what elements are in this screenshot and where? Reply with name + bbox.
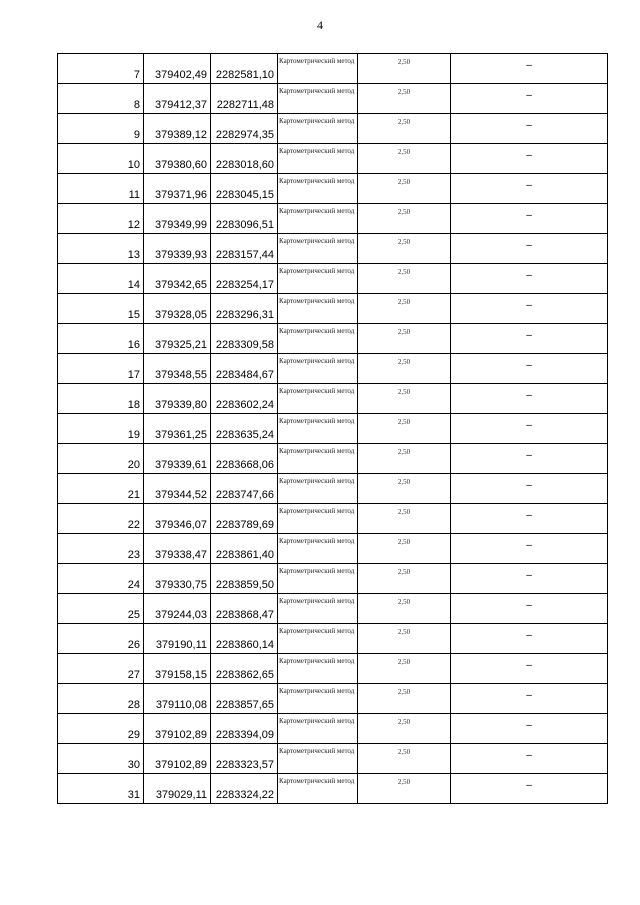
- empty-value-dash: –: [451, 714, 608, 744]
- y-coordinate: 2283862,65: [211, 654, 278, 684]
- determination-method: Картометрический метод: [278, 744, 358, 774]
- empty-value-dash: –: [451, 624, 608, 654]
- x-coordinate: 379371,96: [144, 174, 211, 204]
- y-coordinate: 2283859,50: [211, 564, 278, 594]
- accuracy-value: 2,50: [358, 384, 451, 414]
- y-coordinate: 2283635,24: [211, 414, 278, 444]
- table-row: [58, 204, 608, 234]
- table-row: [58, 474, 608, 504]
- point-number: 28: [58, 684, 144, 714]
- point-number: 26: [58, 624, 144, 654]
- x-coordinate: 379339,61: [144, 444, 211, 474]
- point-number: 27: [58, 654, 144, 684]
- empty-value-dash: –: [451, 84, 608, 114]
- determination-method: Картометрический метод: [278, 684, 358, 714]
- point-number: 12: [58, 204, 144, 234]
- table-row: [58, 774, 608, 804]
- table-row: [58, 444, 608, 474]
- accuracy-value: 2,50: [358, 294, 451, 324]
- y-coordinate: 2283668,06: [211, 444, 278, 474]
- accuracy-value: 2,50: [358, 204, 451, 234]
- point-number: 23: [58, 534, 144, 564]
- page-number: 4: [317, 18, 323, 32]
- empty-value-dash: –: [451, 234, 608, 264]
- accuracy-value: 2,50: [358, 774, 451, 804]
- point-number: 24: [58, 564, 144, 594]
- y-coordinate: 2283868,47: [211, 594, 278, 624]
- table-row: [58, 564, 608, 594]
- point-number: 16: [58, 324, 144, 354]
- determination-method: Картометрический метод: [278, 264, 358, 294]
- x-coordinate: 379102,89: [144, 714, 211, 744]
- table-row: [58, 624, 608, 654]
- x-coordinate: 379325,21: [144, 324, 211, 354]
- determination-method: Картометрический метод: [278, 354, 358, 384]
- table-row: [58, 504, 608, 534]
- determination-method: Картометрический метод: [278, 84, 358, 114]
- point-number: 13: [58, 234, 144, 264]
- y-coordinate: 2283857,65: [211, 684, 278, 714]
- accuracy-value: 2,50: [358, 744, 451, 774]
- empty-value-dash: –: [451, 594, 608, 624]
- accuracy-value: 2,50: [358, 354, 451, 384]
- empty-value-dash: –: [451, 684, 608, 714]
- accuracy-value: 2,50: [358, 414, 451, 444]
- y-coordinate: 2283860,14: [211, 624, 278, 654]
- point-number: 14: [58, 264, 144, 294]
- empty-value-dash: –: [451, 504, 608, 534]
- determination-method: Картометрический метод: [278, 174, 358, 204]
- y-coordinate: 2283296,31: [211, 294, 278, 324]
- point-number: 8: [58, 84, 144, 114]
- determination-method: Картометрический метод: [278, 444, 358, 474]
- x-coordinate: 379412,37: [144, 84, 211, 114]
- point-number: 22: [58, 504, 144, 534]
- y-coordinate: 2283045,15: [211, 174, 278, 204]
- determination-method: Картометрический метод: [278, 234, 358, 264]
- determination-method: Картометрический метод: [278, 114, 358, 144]
- table-row: [58, 414, 608, 444]
- empty-value-dash: –: [451, 204, 608, 234]
- x-coordinate: 379102,89: [144, 744, 211, 774]
- empty-value-dash: –: [451, 294, 608, 324]
- empty-value-dash: –: [451, 444, 608, 474]
- table-row: [58, 684, 608, 714]
- point-number: 17: [58, 354, 144, 384]
- point-number: 30: [58, 744, 144, 774]
- table-row: [58, 264, 608, 294]
- accuracy-value: 2,50: [358, 564, 451, 594]
- y-coordinate: 2283789,69: [211, 504, 278, 534]
- empty-value-dash: –: [451, 324, 608, 354]
- accuracy-value: 2,50: [358, 534, 451, 564]
- x-coordinate: 379349,99: [144, 204, 211, 234]
- determination-method: Картометрический метод: [278, 144, 358, 174]
- x-coordinate: 379330,75: [144, 564, 211, 594]
- determination-method: Картометрический метод: [278, 294, 358, 324]
- empty-value-dash: –: [451, 144, 608, 174]
- table-row: [58, 354, 608, 384]
- point-number: 15: [58, 294, 144, 324]
- accuracy-value: 2,50: [358, 114, 451, 144]
- empty-value-dash: –: [451, 654, 608, 684]
- accuracy-value: 2,50: [358, 174, 451, 204]
- determination-method: Картометрический метод: [278, 414, 358, 444]
- x-coordinate: 379361,25: [144, 414, 211, 444]
- empty-value-dash: –: [451, 114, 608, 144]
- empty-value-dash: –: [451, 384, 608, 414]
- y-coordinate: 2282974,35: [211, 114, 278, 144]
- accuracy-value: 2,50: [358, 714, 451, 744]
- accuracy-value: 2,50: [358, 324, 451, 354]
- empty-value-dash: –: [451, 744, 608, 774]
- determination-method: Картометрический метод: [278, 624, 358, 654]
- point-number: 19: [58, 414, 144, 444]
- y-coordinate: 2283157,44: [211, 234, 278, 264]
- determination-method: Картометрический метод: [278, 564, 358, 594]
- x-coordinate: 379339,80: [144, 384, 211, 414]
- x-coordinate: 379110,08: [144, 684, 211, 714]
- x-coordinate: 379029,11: [144, 774, 211, 804]
- y-coordinate: 2283323,57: [211, 744, 278, 774]
- empty-value-dash: –: [451, 534, 608, 564]
- determination-method: Картометрический метод: [278, 654, 358, 684]
- table-row: [58, 714, 608, 744]
- determination-method: Картометрический метод: [278, 54, 358, 84]
- x-coordinate: 379402,49: [144, 54, 211, 84]
- table-row: [58, 594, 608, 624]
- x-coordinate: 379348,55: [144, 354, 211, 384]
- y-coordinate: 2283602,24: [211, 384, 278, 414]
- y-coordinate: 2283394,09: [211, 714, 278, 744]
- table-row: [58, 654, 608, 684]
- y-coordinate: 2282711,48: [211, 84, 278, 114]
- coordinates-table: [57, 53, 608, 804]
- coordinates-table-body: [58, 54, 608, 804]
- accuracy-value: 2,50: [358, 54, 451, 84]
- table-row: [58, 234, 608, 264]
- y-coordinate: 2283096,51: [211, 204, 278, 234]
- empty-value-dash: –: [451, 474, 608, 504]
- determination-method: Картометрический метод: [278, 594, 358, 624]
- table-row: [58, 294, 608, 324]
- table-row: [58, 54, 608, 84]
- y-coordinate: 2283309,58: [211, 324, 278, 354]
- x-coordinate: 379328,05: [144, 294, 211, 324]
- x-coordinate: 379339,93: [144, 234, 211, 264]
- empty-value-dash: –: [451, 414, 608, 444]
- accuracy-value: 2,50: [358, 624, 451, 654]
- accuracy-value: 2,50: [358, 264, 451, 294]
- accuracy-value: 2,50: [358, 444, 451, 474]
- determination-method: Картометрический метод: [278, 474, 358, 504]
- point-number: 10: [58, 144, 144, 174]
- y-coordinate: 2283018,60: [211, 144, 278, 174]
- determination-method: Картометрический метод: [278, 714, 358, 744]
- y-coordinate: 2282581,10: [211, 54, 278, 84]
- x-coordinate: 379389,12: [144, 114, 211, 144]
- x-coordinate: 379342,65: [144, 264, 211, 294]
- accuracy-value: 2,50: [358, 594, 451, 624]
- point-number: 7: [58, 54, 144, 84]
- point-number: 31: [58, 774, 144, 804]
- table-row: [58, 384, 608, 414]
- accuracy-value: 2,50: [358, 84, 451, 114]
- y-coordinate: 2283861,40: [211, 534, 278, 564]
- table-row: [58, 84, 608, 114]
- point-number: 21: [58, 474, 144, 504]
- point-number: 11: [58, 174, 144, 204]
- table-row: [58, 144, 608, 174]
- x-coordinate: 379344,52: [144, 474, 211, 504]
- x-coordinate: 379244,03: [144, 594, 211, 624]
- accuracy-value: 2,50: [358, 144, 451, 174]
- x-coordinate: 379158,15: [144, 654, 211, 684]
- determination-method: Картометрический метод: [278, 774, 358, 804]
- table-row: [58, 744, 608, 774]
- table-row: [58, 534, 608, 564]
- x-coordinate: 379346,07: [144, 504, 211, 534]
- empty-value-dash: –: [451, 54, 608, 84]
- table-row: [58, 324, 608, 354]
- y-coordinate: 2283747,66: [211, 474, 278, 504]
- empty-value-dash: –: [451, 774, 608, 804]
- x-coordinate: 379380,60: [144, 144, 211, 174]
- determination-method: Картометрический метод: [278, 384, 358, 414]
- point-number: 9: [58, 114, 144, 144]
- empty-value-dash: –: [451, 564, 608, 594]
- determination-method: Картометрический метод: [278, 204, 358, 234]
- accuracy-value: 2,50: [358, 504, 451, 534]
- table-row: [58, 174, 608, 204]
- accuracy-value: 2,50: [358, 234, 451, 264]
- point-number: 29: [58, 714, 144, 744]
- point-number: 20: [58, 444, 144, 474]
- point-number: 25: [58, 594, 144, 624]
- y-coordinate: 2283484,67: [211, 354, 278, 384]
- table-row: [58, 114, 608, 144]
- x-coordinate: 379190,11: [144, 624, 211, 654]
- accuracy-value: 2,50: [358, 684, 451, 714]
- y-coordinate: 2283254,17: [211, 264, 278, 294]
- point-number: 18: [58, 384, 144, 414]
- accuracy-value: 2,50: [358, 474, 451, 504]
- determination-method: Картометрический метод: [278, 504, 358, 534]
- accuracy-value: 2,50: [358, 654, 451, 684]
- x-coordinate: 379338,47: [144, 534, 211, 564]
- y-coordinate: 2283324,22: [211, 774, 278, 804]
- determination-method: Картометрический метод: [278, 534, 358, 564]
- empty-value-dash: –: [451, 264, 608, 294]
- empty-value-dash: –: [451, 354, 608, 384]
- determination-method: Картометрический метод: [278, 324, 358, 354]
- empty-value-dash: –: [451, 174, 608, 204]
